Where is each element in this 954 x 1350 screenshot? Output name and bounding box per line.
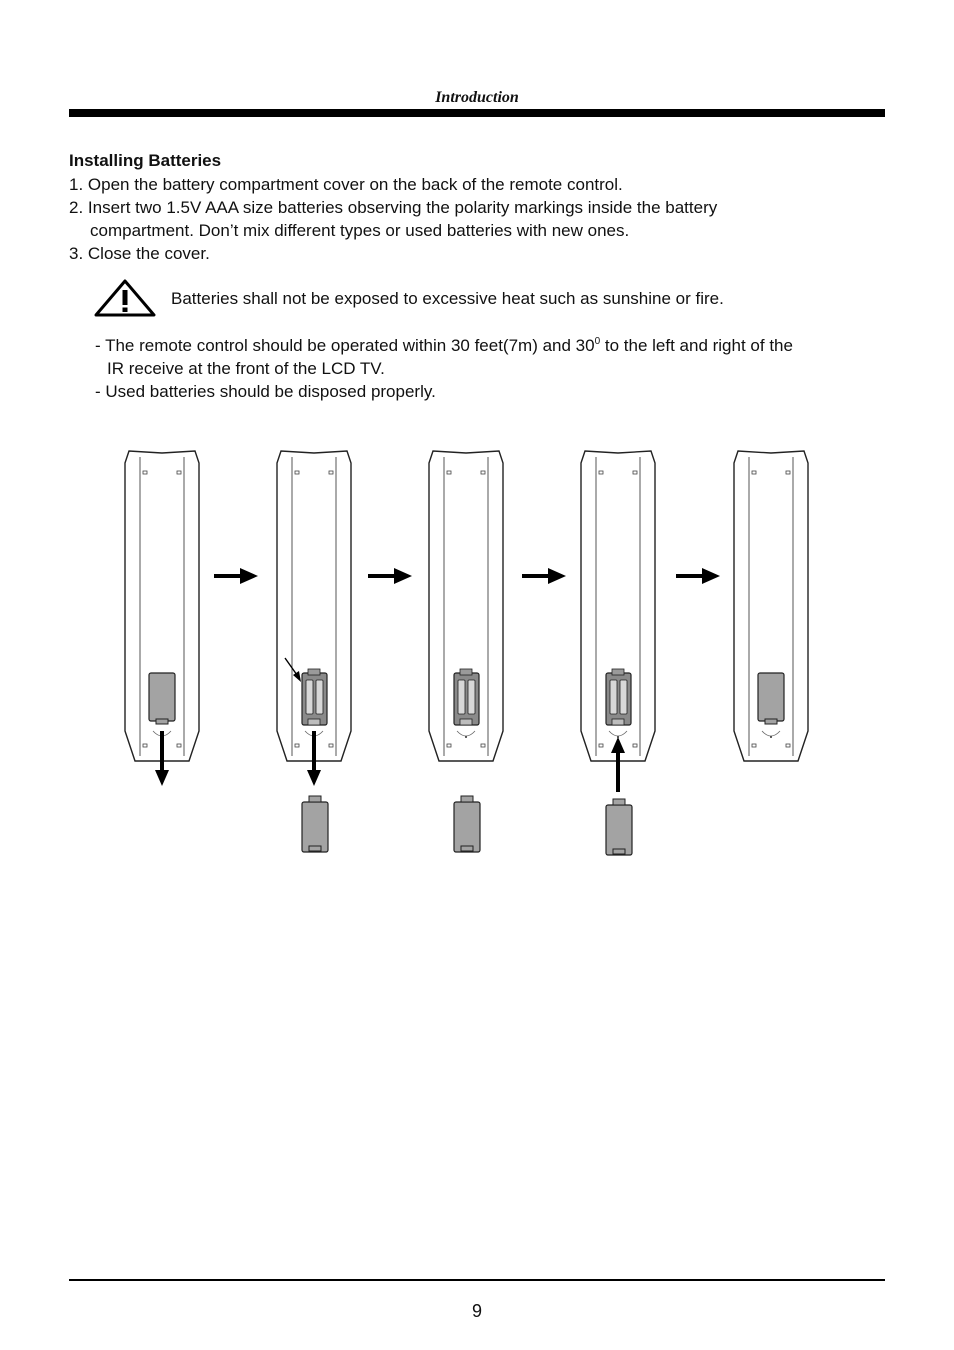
warning-triangle-icon [94,279,156,317]
section-heading: Installing Batteries [69,151,222,170]
range-note-prefix: - The remote control should be operated within 30 feet(7m) and 30 [95,336,595,355]
remote-step-3 [429,451,503,761]
loose-cover-4 [606,799,632,855]
header-title: Introduction [435,89,519,106]
flow-arrow-3 [522,568,566,584]
remote-step-5 [734,451,808,761]
page-number: 9 [471,1301,482,1321]
step-2: 2. Insert two 1.5V AAA size batteries observing the polarity markings inside the battery [69,198,718,217]
warning-text: Batteries shall not be exposed to excessive heat such as sunshine or fire. [171,289,724,308]
loose-cover-2 [302,796,328,852]
range-note-cont: IR receive at the front of the LCD TV. [107,359,385,378]
step-3: 3. Close the cover. [69,244,210,263]
flow-arrow-4 [676,568,720,584]
range-note-suffix: to the left and right of the [600,336,793,355]
loose-cover-3 [454,796,480,852]
step-1: 1. Open the battery compartment cover on the back of the remote control. [69,175,623,194]
header-rule [69,109,885,117]
flow-arrow-1 [214,568,258,584]
range-note [95,334,793,357]
flow-arrow-2 [368,568,412,584]
step-2-cont: compartment. Don’t mix different types or used batteries with new ones. [90,221,630,240]
footer-rule [69,1279,885,1281]
remote-step-1 [125,451,199,761]
remote-step-4 [581,451,655,761]
degree-superscript: 0 [594,336,601,347]
disposal-note: - Used batteries should be disposed properly. [95,382,436,401]
remote-step-2 [277,451,351,761]
battery-installation-diagram [0,440,954,870]
